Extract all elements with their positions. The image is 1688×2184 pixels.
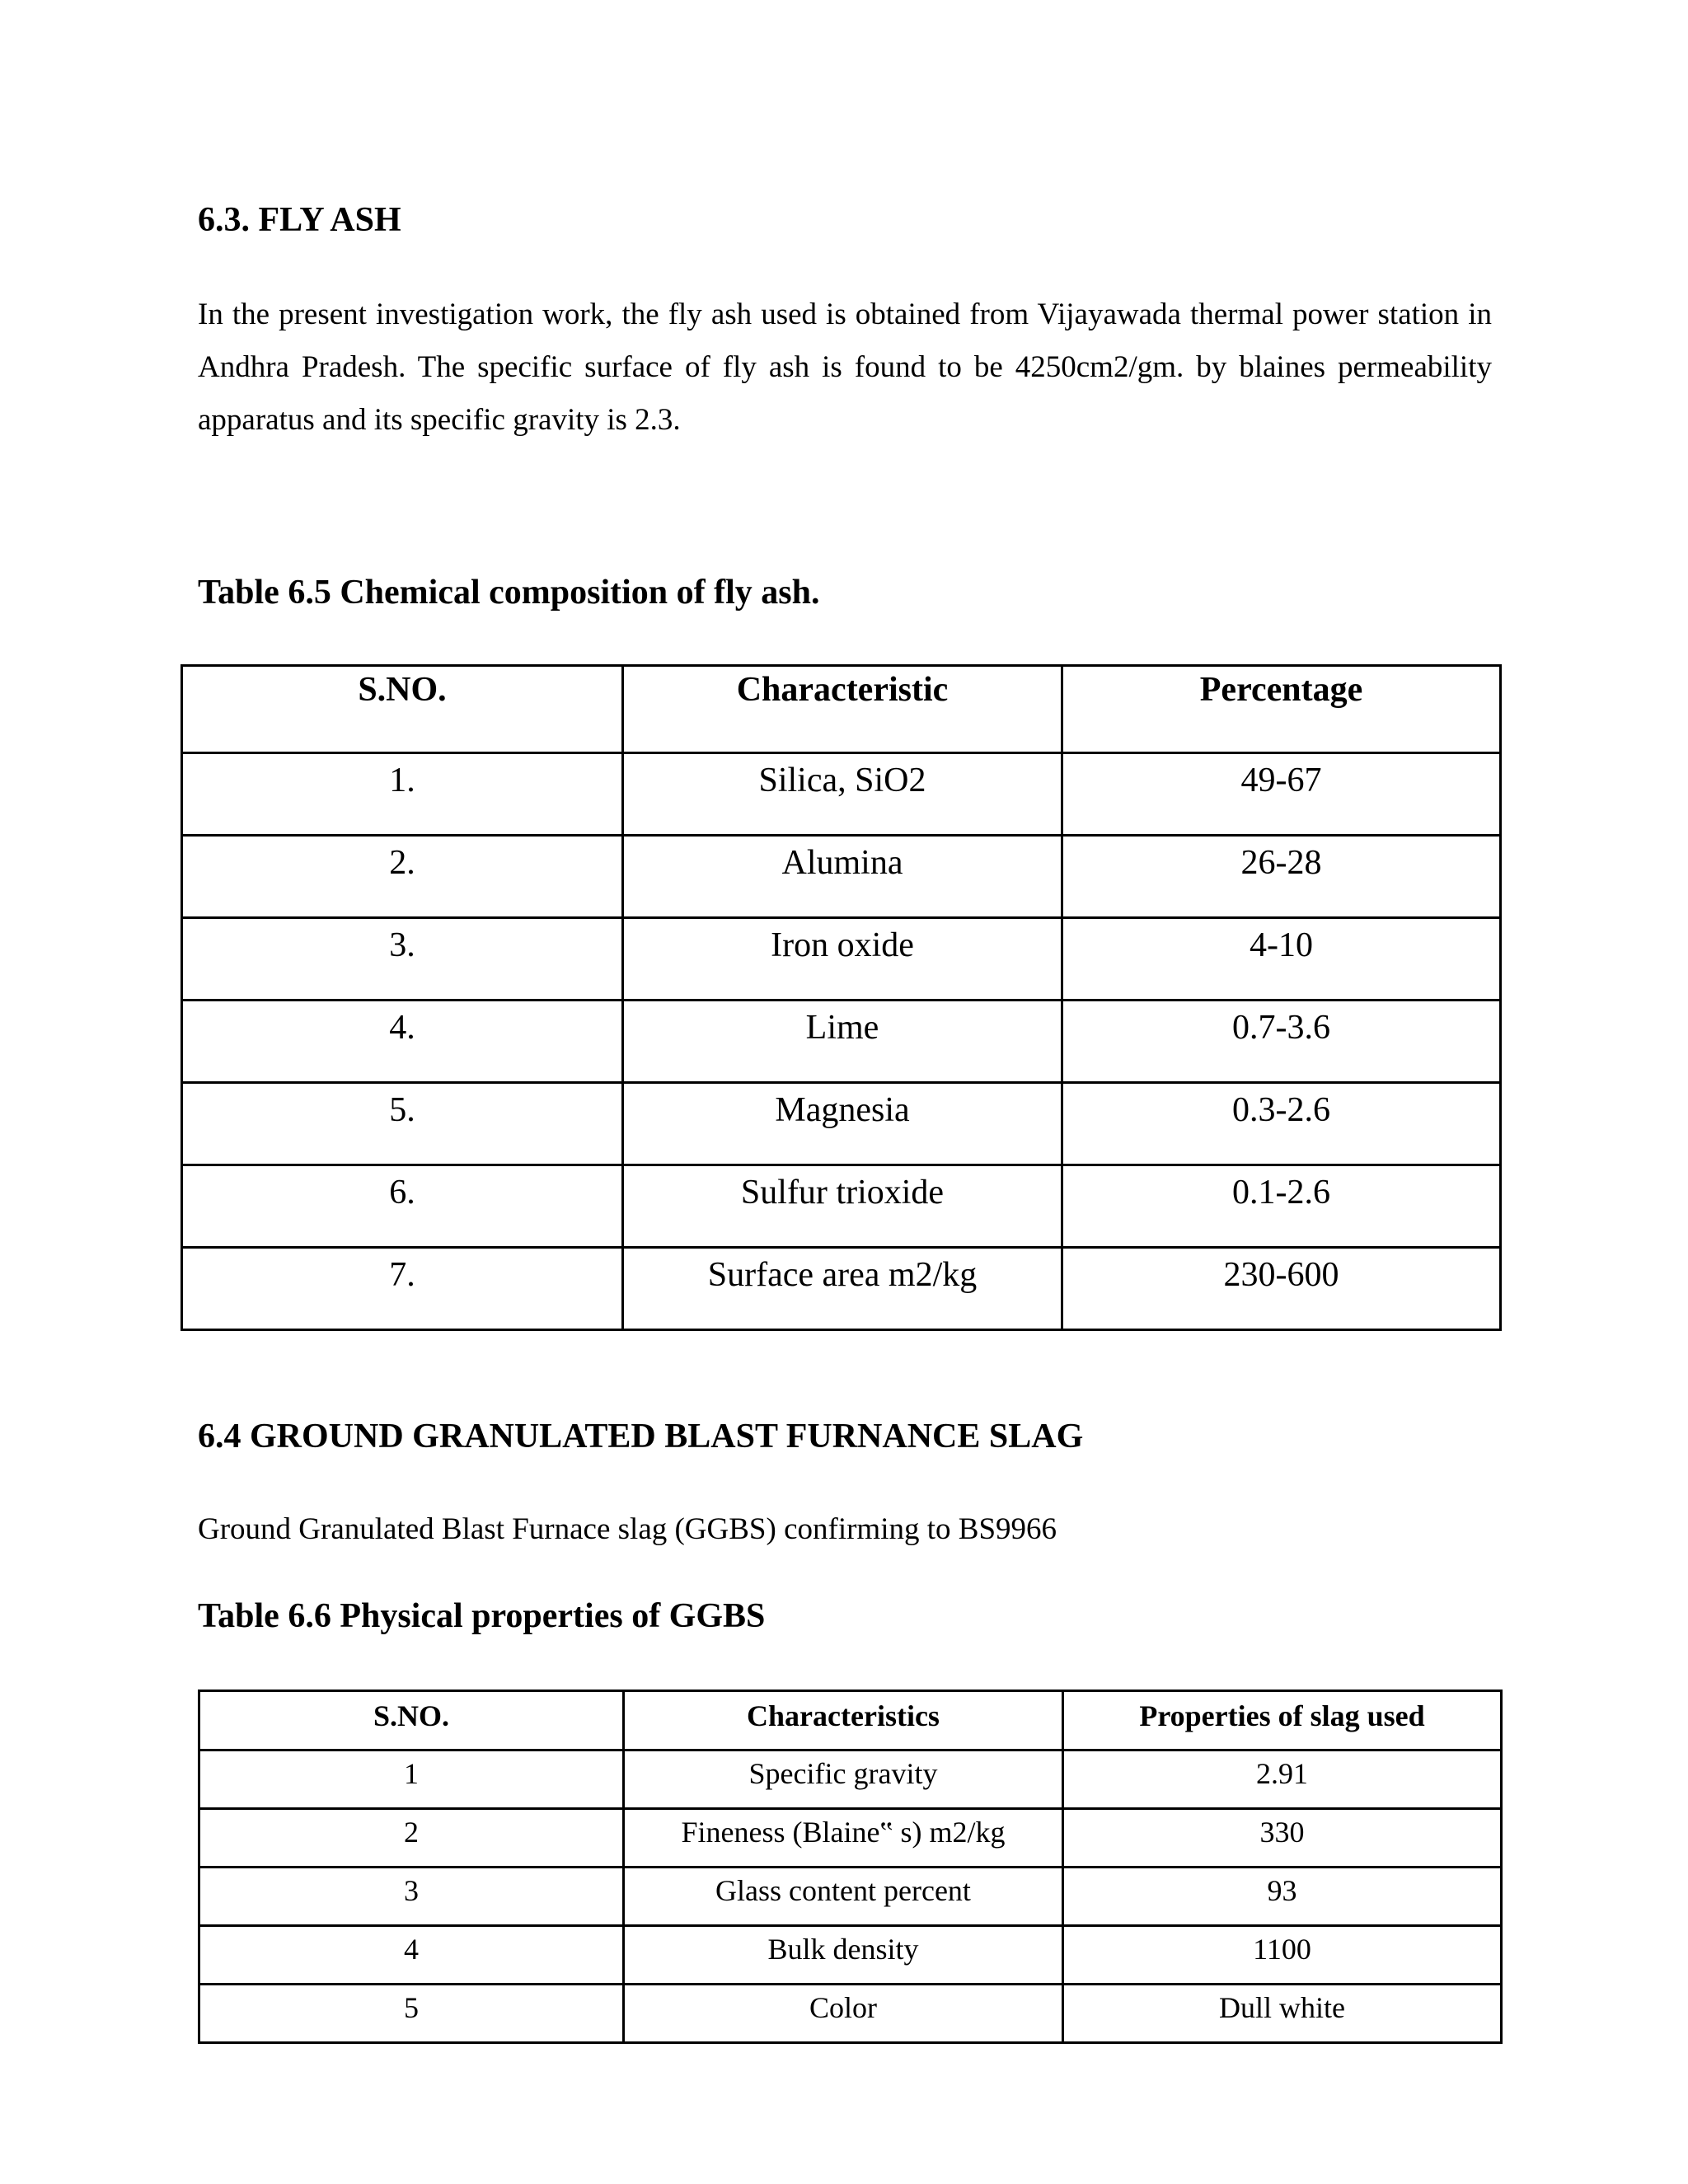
cell-sno: 1. [182,753,623,836]
cell-characteristic: Specific gravity [624,1750,1063,1809]
table-row [182,1001,1501,1083]
table-6-5-caption: Table 6.5 Chemical composition of fly ash. [198,574,820,612]
table-row [182,753,1501,836]
cell-sno: 4. [182,1001,623,1083]
table-row [182,1165,1501,1248]
cell-sno: 7. [182,1248,623,1330]
cell-sno: 2 [199,1809,624,1868]
cell-sno: 1 [199,1750,624,1809]
cell-property: 330 [1063,1809,1502,1868]
table-header-row [182,666,1501,753]
ggbs-paragraph: Ground Granulated Blast Furnace slag (GGBS) confirming to BS9966 [198,1512,1057,1546]
cell-property: Dull white [1063,1985,1502,2043]
chemical-composition-table [181,664,1502,1331]
table-row [199,1868,1502,1926]
cell-sno: 5. [182,1083,623,1165]
cell-percentage: 26-28 [1062,836,1501,918]
cell-characteristic: Sulfur trioxide [623,1165,1062,1248]
cell-characteristic: Lime [623,1001,1062,1083]
cell-percentage: 230-600 [1062,1248,1501,1330]
cell-property: 2.91 [1063,1750,1502,1809]
header-percentage: Percentage [1062,666,1501,753]
cell-percentage: 0.3-2.6 [1062,1083,1501,1165]
cell-property: 93 [1063,1868,1502,1926]
cell-sno: 4 [199,1926,624,1985]
cell-characteristic: Iron oxide [623,918,1062,1001]
cell-percentage: 49-67 [1062,753,1501,836]
cell-characteristic: Fineness (Blaine‟ s) m2/kg [624,1809,1063,1868]
table-row [182,918,1501,1001]
cell-sno: 6. [182,1165,623,1248]
table-row [199,1985,1502,2043]
header-characteristics: Characteristics [624,1691,1063,1750]
cell-sno: 3. [182,918,623,1001]
table-6-6-caption: Table 6.6 Physical properties of GGBS [198,1597,766,1635]
cell-percentage: 0.7-3.6 [1062,1001,1501,1083]
cell-characteristic: Surface area m2/kg [623,1248,1062,1330]
cell-percentage: 0.1-2.6 [1062,1165,1501,1248]
header-properties: Properties of slag used [1063,1691,1502,1750]
cell-property: 1100 [1063,1926,1502,1985]
header-sno: S.NO. [199,1691,624,1750]
section-heading-ggbs: 6.4 GROUND GRANULATED BLAST FURNANCE SLAG [198,1418,1084,1455]
cell-characteristic: Glass content percent [624,1868,1063,1926]
table-row [182,1083,1501,1165]
table-row [182,836,1501,918]
cell-sno: 5 [199,1985,624,2043]
table-row [199,1750,1502,1809]
cell-characteristic: Silica, SiO2 [623,753,1062,836]
cell-characteristic: Magnesia [623,1083,1062,1165]
fly-ash-paragraph: In the present investigation work, the fly ash used is obtained from Vijayawada thermal power station in Andhra Pradesh. The specific surface of fly ash is found to be 4250cm2/gm. by blaines permeability apparatus and its specific gravity is 2.3. [198,298,1492,437]
cell-characteristic: Bulk density [624,1926,1063,1985]
header-sno: S.NO. [182,666,623,753]
table-row [182,1248,1501,1330]
cell-characteristic: Alumina [623,836,1062,918]
cell-sno: 2. [182,836,623,918]
section-heading-fly-ash: 6.3. FLY ASH [198,201,401,239]
table-row [199,1926,1502,1985]
physical-properties-table [198,1690,1503,2044]
table-header-row [199,1691,1502,1750]
table-row [199,1809,1502,1868]
cell-characteristic: Color [624,1985,1063,2043]
cell-percentage: 4-10 [1062,918,1501,1001]
cell-sno: 3 [199,1868,624,1926]
header-characteristic: Characteristic [623,666,1062,753]
